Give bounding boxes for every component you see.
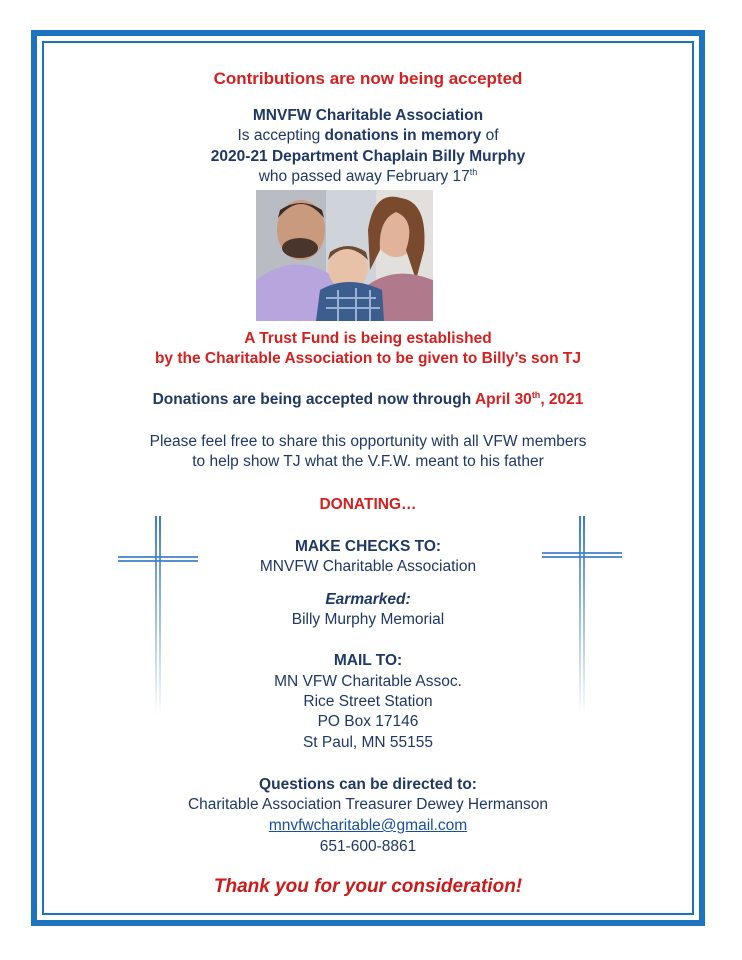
thanks-line: Thank you for your consideration!	[213, 876, 523, 897]
donating-heading: DONATING…	[319, 496, 417, 513]
headline: Contributions are now being accepted	[213, 69, 523, 88]
accepting-bold: donations in memory	[324, 127, 482, 144]
donations-sup: th	[531, 389, 541, 400]
checks-payee: MNVFW Charitable Association	[259, 558, 477, 575]
donations-year: , 2021	[540, 391, 584, 408]
donations-pre: Donations are being accepted now through	[152, 391, 475, 408]
phone-line: 651-600-8861	[319, 838, 417, 855]
share-line-1: Please feel free to share this opportunity with all VFW members	[149, 433, 587, 450]
accepting-pre: Is accepting	[237, 127, 325, 144]
mail-line-4: St Paul, MN 55155	[302, 734, 434, 751]
trust-line-1: A Trust Fund is being established	[244, 330, 492, 347]
passed-text: who passed away February 17	[258, 168, 470, 185]
accepting-line	[44, 126, 692, 145]
donations-date	[475, 391, 583, 408]
treasurer-line: Charitable Association Treasurer Dewey Hermanson	[187, 796, 549, 813]
donations-date-text: April 30	[474, 391, 532, 408]
org-name: MNVFW Charitable Association	[252, 107, 484, 124]
email-link[interactable]: mnvfwcharitable@gmail.com	[268, 817, 468, 834]
passed-sup: th	[469, 166, 478, 177]
mail-line-2: Rice Street Station	[303, 693, 433, 710]
mail-line-3: PO Box 17146	[317, 713, 419, 730]
family-photo-illustration	[256, 190, 433, 321]
passed-line	[44, 167, 692, 186]
mail-line-1: MN VFW Charitable Assoc.	[274, 673, 462, 690]
trust-line-2: by the Charitable Association to be given to Billy’s son TJ	[154, 350, 582, 367]
family-photo	[256, 190, 433, 321]
share-line-2: to help show TJ what the V.F.W. meant to his father	[192, 453, 544, 470]
checks-heading: MAKE CHECKS TO:	[294, 538, 442, 555]
honoree-line: 2020-21 Department Chaplain Billy Murphy	[210, 148, 526, 165]
earmarked-value: Billy Murphy Memorial	[291, 611, 445, 628]
earmarked-heading: Earmarked:	[325, 591, 411, 608]
accepting-post: of	[481, 127, 499, 144]
donations-line	[44, 390, 692, 409]
email-line	[44, 816, 692, 835]
mail-heading: MAIL TO:	[333, 652, 403, 669]
questions-heading: Questions can be directed to:	[259, 776, 477, 793]
